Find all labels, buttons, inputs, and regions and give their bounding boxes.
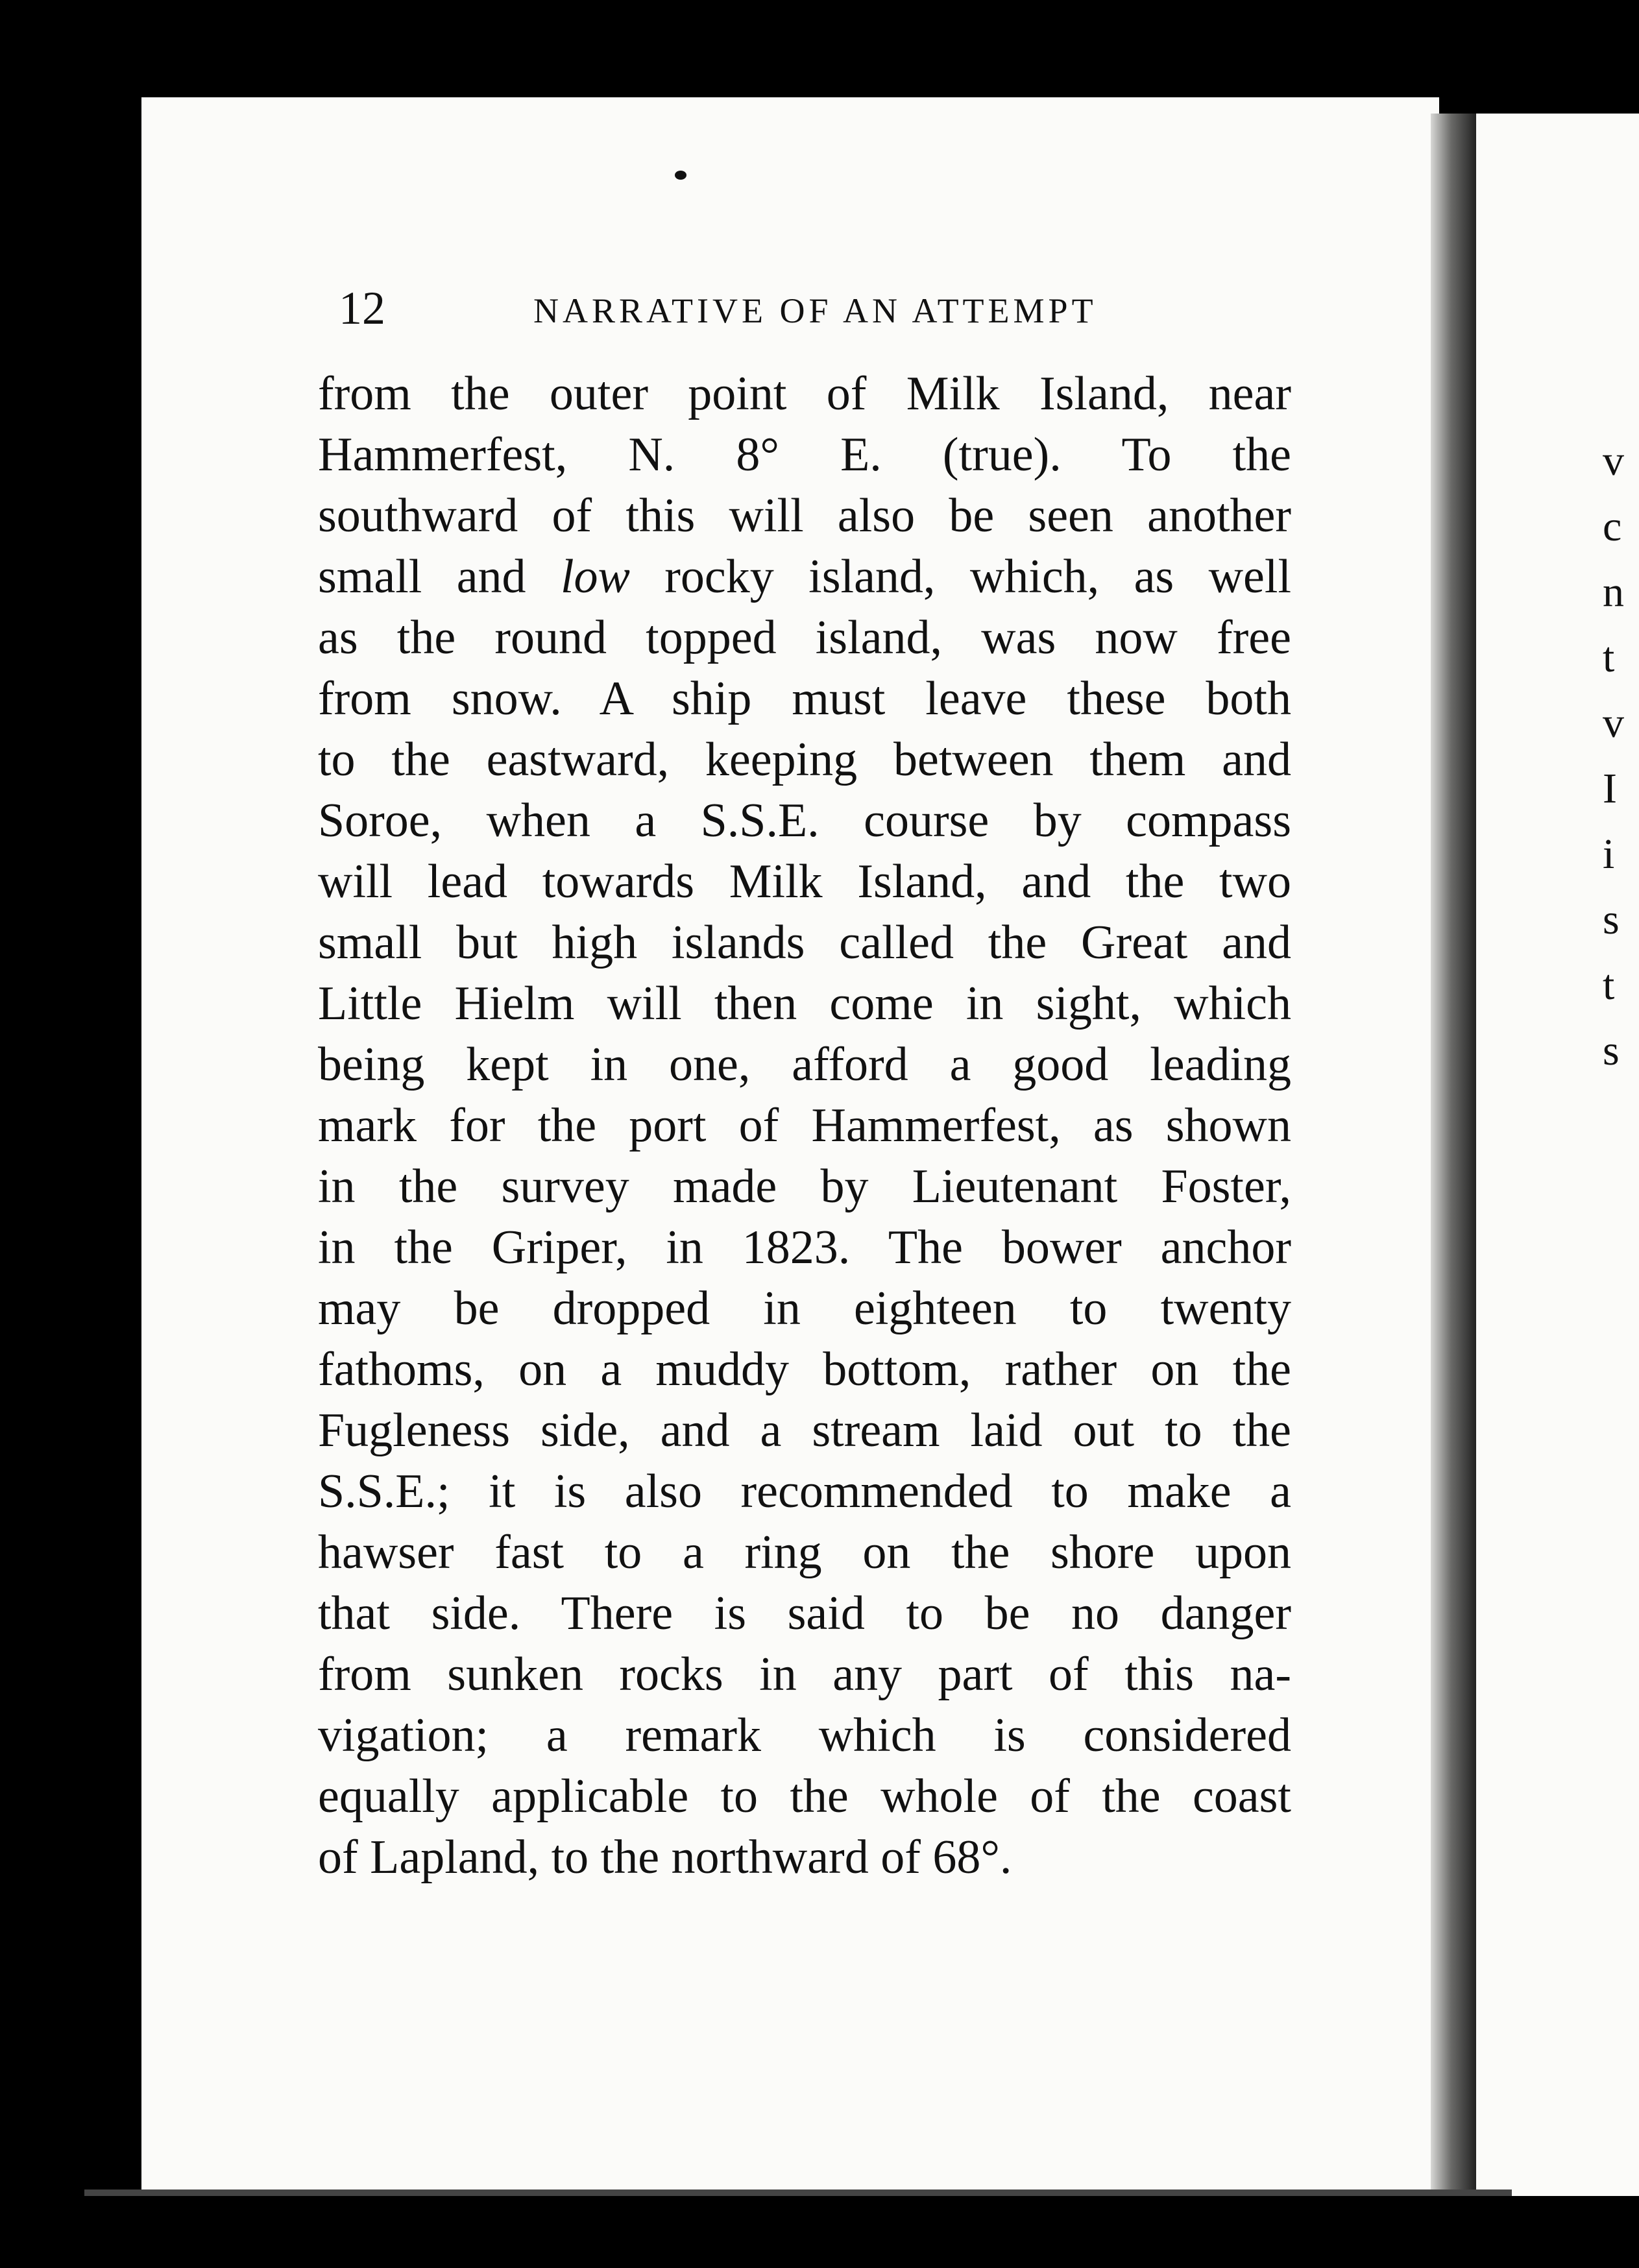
text-line: Fugleness side, and a stream laid out to the	[318, 1404, 1291, 1457]
text-line: Little Hielm will then come in sight, which	[318, 977, 1291, 1030]
facing-fragment: t	[1603, 961, 1615, 1009]
ink-speck	[675, 171, 686, 180]
text-line: to the eastward, keeping between them and	[318, 733, 1291, 786]
facing-fragment: t	[1603, 634, 1615, 681]
italic-word: low	[560, 550, 630, 603]
body-text	[318, 363, 1291, 1888]
facing-fragment: s	[1603, 1027, 1620, 1074]
facing-fragment: v	[1603, 437, 1624, 485]
text-line: hawser fast to a ring on the shore upon	[318, 1526, 1291, 1579]
facing-fragment: s	[1603, 896, 1620, 943]
text-line: being kept in one, afford a good leading	[318, 1038, 1291, 1091]
text-line: mark for the port of Hammerfest, as shown	[318, 1099, 1291, 1152]
page-bottom-edge	[84, 2190, 1512, 2196]
text-line: S.S.E.; it is also recommended to make a	[318, 1465, 1291, 1518]
text-line: in the Griper, in 1823. The bower anchor	[318, 1221, 1291, 1274]
text-line: will lead towards Milk Island, and the two	[318, 855, 1291, 908]
page-header	[339, 279, 1130, 337]
text-line: may be dropped in eighteen to twenty	[318, 1282, 1291, 1335]
text-line: small but high islands called the Great and	[318, 916, 1291, 969]
text-line: of Lapland, to the northward of 68°.	[318, 1831, 1012, 1884]
text-line: fathoms, on a muddy bottom, rather on the	[318, 1343, 1291, 1396]
facing-fragment: v	[1603, 699, 1624, 747]
text-line: equally applicable to the whole of the coast	[318, 1770, 1291, 1823]
text-line: in the survey made by Lieutenant Foster,	[318, 1160, 1291, 1213]
text-span: small and	[318, 550, 561, 603]
text-line: from sunken rocks in any part of this na-	[318, 1648, 1291, 1701]
text-span: rocky island, which, as well	[629, 550, 1292, 603]
text-line: vigation; a remark which is considered	[318, 1709, 1291, 1762]
text-line: southward of this will also be seen another	[318, 489, 1291, 542]
text-line: as the round topped island, was now free	[318, 611, 1291, 664]
text-line: that side. There is said to be no danger	[318, 1587, 1291, 1640]
facing-fragment: i	[1603, 830, 1615, 878]
facing-page-text	[1603, 428, 1639, 1083]
page-gutter-shadow	[1431, 114, 1476, 2196]
text-line: from snow. A ship must leave these both	[318, 672, 1291, 725]
text-line: Soroe, when a S.S.E. course by compass	[318, 794, 1291, 847]
facing-fragment: c	[1603, 503, 1622, 550]
facing-fragment: n	[1603, 568, 1624, 616]
text-line: Hammerfest, N. 8° E. (true). To the	[318, 428, 1291, 481]
facing-fragment: I	[1603, 765, 1617, 812]
page-number: 12	[339, 282, 385, 334]
running-head: NARRATIVE OF AN ATTEMPT	[533, 291, 1097, 330]
text-line: from the outer point of Milk Island, near	[318, 367, 1291, 420]
facing-page	[1476, 114, 1639, 2196]
text-line-with-italic	[318, 546, 1291, 607]
